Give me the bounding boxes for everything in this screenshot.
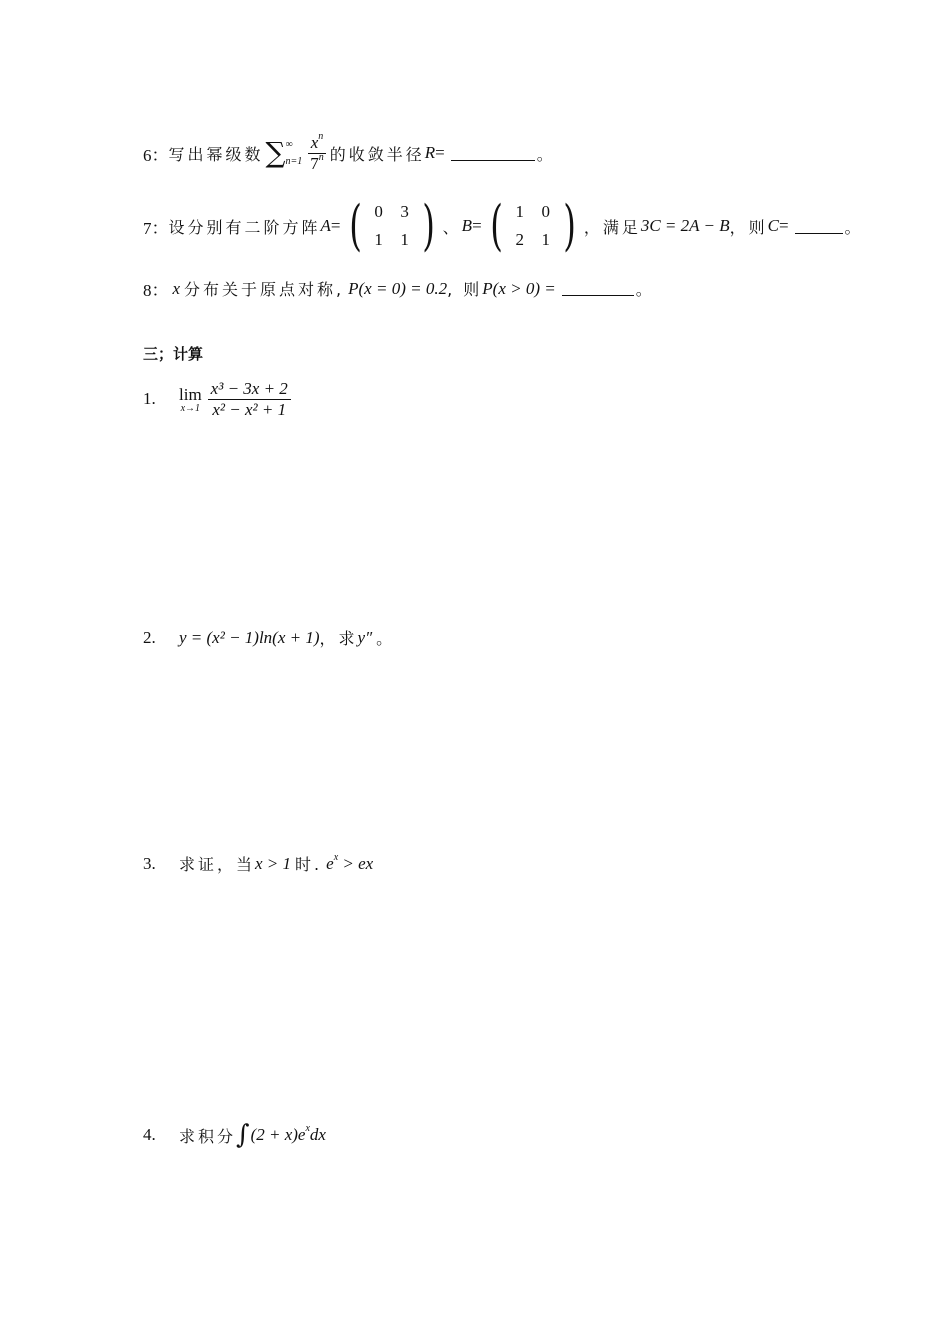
frac-numerator-exponent: n — [318, 131, 324, 143]
question-text-mid: ，满足 — [583, 217, 641, 237]
integrand: $(2 + x)e^xdx$ — [250, 1123, 326, 1144]
second-derivative: y″ — [357, 627, 373, 647]
question-text-then: , 则 — [447, 280, 483, 299]
problem-text: ，求 — [319, 629, 358, 648]
separator: 、 — [442, 217, 462, 237]
matrix-c-label: C — [767, 216, 779, 235]
problem-text: 求证，当 — [179, 855, 256, 874]
question-number: 8： — [143, 281, 169, 300]
calc-4 — [143, 1122, 326, 1148]
matrix-cell: 2 — [515, 230, 524, 249]
problem-text: 求积分 — [179, 1126, 237, 1146]
frac-numerator: x — [310, 133, 319, 152]
sum-upper: ∞ — [285, 139, 293, 151]
random-variable: x — [172, 278, 181, 298]
problem-number: 3. — [143, 853, 156, 873]
period: 。 — [635, 280, 655, 299]
question-text-after: 的收敛半径 — [329, 144, 425, 164]
calc-2 — [143, 626, 395, 649]
question-text: 设分别有二阶方阵 — [168, 217, 321, 237]
problem-text-when: 时. — [295, 855, 323, 874]
question-text: 写出幂级数 — [168, 144, 264, 164]
period: 。 — [376, 629, 396, 648]
section-heading: 三；计算 — [143, 345, 204, 363]
problem-number: 2. — [143, 627, 156, 647]
answer-blank[interactable] — [562, 281, 634, 296]
series-fraction — [307, 131, 327, 173]
matrix-cell: 0 — [541, 202, 550, 221]
sum-bounds — [286, 139, 303, 167]
frac-denominator: 7 — [310, 153, 319, 173]
matrix-cell: 1 — [400, 230, 409, 249]
answer-blank[interactable] — [795, 219, 843, 234]
calc-3 — [143, 852, 373, 875]
question-text: 分布关于原点对称, — [184, 280, 345, 299]
equals-sign: = — [435, 143, 445, 163]
answer-blank[interactable] — [451, 146, 535, 161]
probability-query: P(x > 0) = — [482, 278, 556, 298]
problem-number: 4. — [143, 1125, 156, 1144]
period: 。 — [844, 217, 864, 237]
limit-denominator: x² − x² + 1 — [212, 399, 287, 419]
radius-variable: R — [424, 143, 436, 163]
question-6 — [143, 131, 556, 173]
sum-symbol: ∑ — [265, 136, 286, 170]
calc-1 — [143, 380, 294, 419]
sum-lower: n=1 — [285, 156, 303, 168]
limit — [179, 385, 202, 414]
equals-sign: = — [330, 216, 341, 235]
condition: x > 1 — [255, 853, 292, 873]
matrix-cell: 1 — [374, 230, 383, 249]
frac-denominator-exponent: n — [318, 152, 324, 164]
matrix-a-label: A — [320, 216, 331, 235]
matrix-equation: 3C = 2A − B — [640, 216, 730, 235]
integral-sign: ∫ — [236, 1120, 250, 1150]
matrix-cell: 0 — [374, 202, 383, 221]
matrix-cell: 1 — [541, 230, 550, 249]
matrix-cell: 3 — [400, 202, 409, 221]
matrix-cell: 1 — [515, 202, 524, 221]
question-8 — [143, 276, 655, 301]
matrix-a: ( 0 3 1 1 ) — [348, 194, 435, 257]
question-number: 6： — [143, 145, 169, 165]
limit-numerator: x³ − 3x + 2 — [208, 380, 291, 400]
equals-sign: = — [472, 216, 482, 235]
equals-sign: = — [778, 216, 789, 235]
question-7 — [143, 194, 864, 257]
matrix-b-label: B — [461, 216, 473, 235]
function-expression: y = (x² − 1)ln(x + 1) — [179, 627, 320, 647]
matrix-b: ( 1 0 2 1 ) — [489, 194, 576, 257]
inequality: $e^x$ > ex — [326, 851, 374, 873]
limit-fraction — [208, 380, 291, 419]
lim-operator: lim — [179, 384, 202, 404]
lim-subscript: x→1 — [180, 402, 201, 414]
question-number: 7： — [143, 218, 169, 238]
period: 。 — [536, 144, 556, 164]
question-text-then: ，则 — [729, 217, 768, 237]
problem-number: 1. — [143, 389, 156, 409]
probability-given: P(x = 0) = 0.2 — [348, 278, 448, 298]
